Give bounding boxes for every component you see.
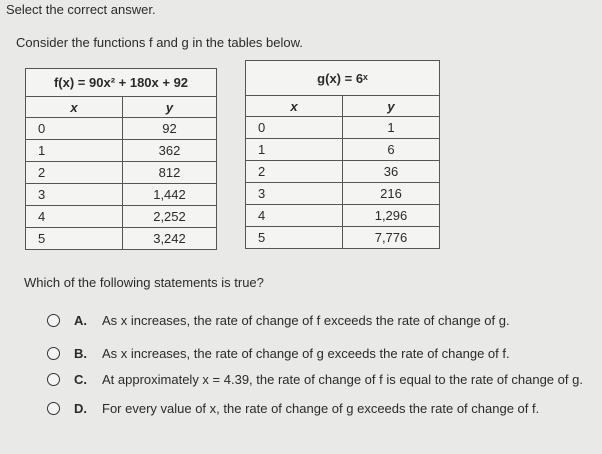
option-text: As x increases, the rate of change of g exceeds the rate of change of f. — [102, 346, 510, 361]
table-g-x: 2 — [246, 161, 343, 183]
table-f-x: 3 — [26, 184, 123, 206]
table-g-header-y: y — [343, 96, 440, 117]
option-a[interactable] — [47, 313, 510, 328]
radio-button-c[interactable] — [47, 373, 60, 386]
table-f-title: f(x) = 90x² + 180x + 92 — [26, 69, 217, 97]
option-text: At approximately x = 4.39, the rate of change of f is equal to the rate of change of g. — [102, 372, 583, 387]
option-b[interactable] — [47, 346, 510, 361]
table-g-y: 36 — [343, 161, 440, 183]
radio-button-a[interactable] — [47, 314, 60, 327]
table-row — [26, 140, 217, 162]
table-g-x: 0 — [246, 117, 343, 139]
option-c[interactable] — [47, 372, 583, 387]
option-letter: B. — [74, 346, 87, 361]
table-row — [246, 161, 440, 183]
table-f-header-x: x — [26, 97, 123, 118]
table-row — [246, 205, 440, 227]
option-letter: C. — [74, 372, 87, 387]
table-row — [26, 206, 217, 228]
table-g-x: 3 — [246, 183, 343, 205]
table-f-x: 0 — [26, 118, 123, 140]
instruction-text: Select the correct answer. — [6, 2, 156, 17]
table-row — [246, 139, 440, 161]
table-g-header-x: x — [246, 96, 343, 117]
table-f-x: 4 — [26, 206, 123, 228]
option-letter: D. — [74, 401, 87, 416]
table-g-x: 1 — [246, 139, 343, 161]
table-row — [26, 162, 217, 184]
table-f-x: 5 — [26, 228, 123, 250]
table-g-y: 6 — [343, 139, 440, 161]
option-text: For every value of x, the rate of change of g exceeds the rate of change of f. — [102, 401, 540, 416]
table-f-y: 3,242 — [123, 228, 217, 250]
table-row — [246, 183, 440, 205]
radio-button-d[interactable] — [47, 402, 60, 415]
table-g-y: 7,776 — [343, 227, 440, 249]
question-text: Which of the following statements is true? — [24, 275, 264, 290]
table-f-x: 2 — [26, 162, 123, 184]
table-f-y: 2,252 — [123, 206, 217, 228]
intro-text: Consider the functions f and g in the tables below. — [16, 35, 303, 50]
table-row — [246, 227, 440, 249]
table-g-y: 1,296 — [343, 205, 440, 227]
table-f-header-y: y — [123, 97, 217, 118]
table-g-y: 216 — [343, 183, 440, 205]
table-f-x: 1 — [26, 140, 123, 162]
table-g-y: 1 — [343, 117, 440, 139]
radio-button-b[interactable] — [47, 347, 60, 360]
table-g — [245, 60, 440, 249]
table-row — [26, 228, 217, 250]
table-g-title: g(x) = 6ˣ — [246, 61, 440, 96]
table-row — [26, 184, 217, 206]
option-text: As x increases, the rate of change of f exceeds the rate of change of g. — [102, 313, 510, 328]
table-g-x: 4 — [246, 205, 343, 227]
option-letter: A. — [74, 313, 87, 328]
table-g-x: 5 — [246, 227, 343, 249]
table-f-y: 812 — [123, 162, 217, 184]
table-row — [26, 118, 217, 140]
option-d[interactable] — [47, 401, 539, 416]
table-f-y: 362 — [123, 140, 217, 162]
table-f — [25, 68, 217, 250]
table-row — [246, 117, 440, 139]
table-f-y: 1,442 — [123, 184, 217, 206]
table-f-y: 92 — [123, 118, 217, 140]
